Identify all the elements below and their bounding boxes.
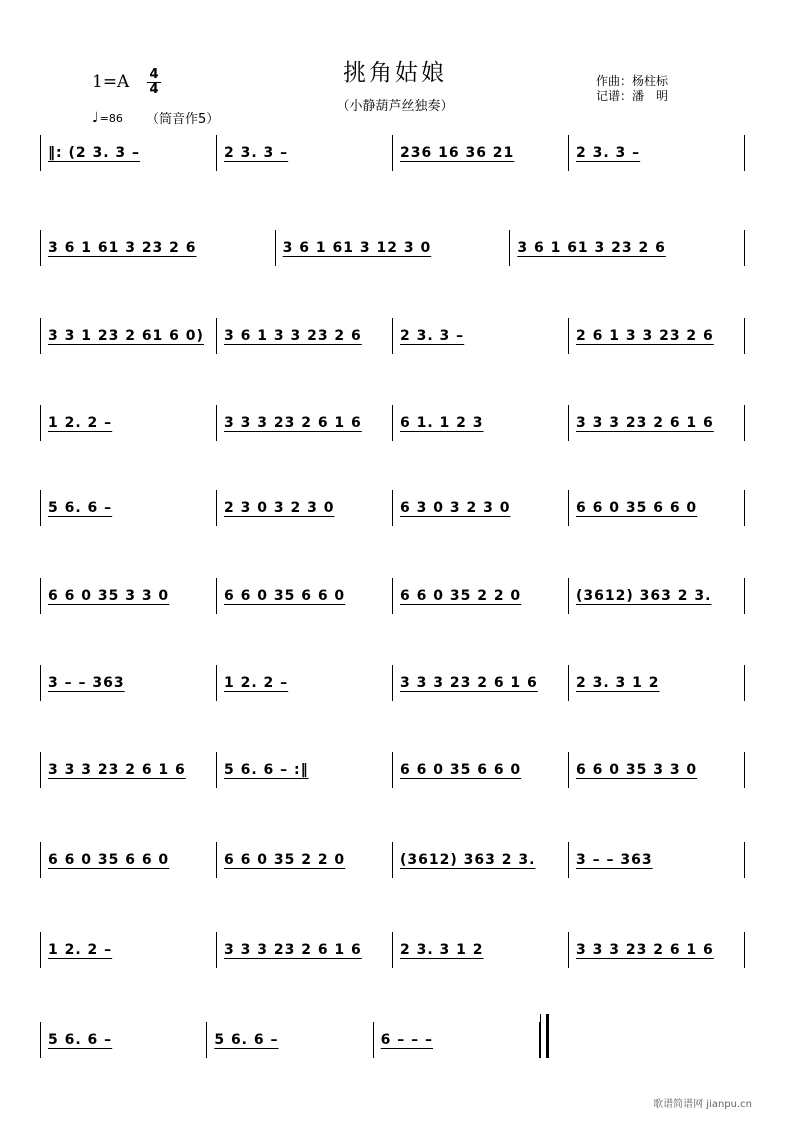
measure — [392, 842, 568, 878]
staff-system — [40, 665, 745, 701]
tempo-value: =86 — [99, 112, 123, 125]
measure-notes: 3 6 1 61 3 23 2 6 — [517, 240, 666, 256]
measure-notes: 5 6. 6 – — [48, 1032, 113, 1048]
measure — [392, 578, 568, 614]
measure-notes: 2 3. 3 1 2 — [576, 675, 660, 691]
measure — [392, 405, 568, 441]
measure-notes: 3 3 3 23 2 6 1 6 — [224, 415, 362, 431]
staff-system — [40, 135, 745, 171]
composer: 作曲：杨柱标 — [596, 74, 669, 88]
measure-notes: 6 6 0 35 3 3 0 — [576, 762, 698, 778]
measure — [392, 752, 568, 788]
measure-notes: 2 3 0 3 2 3 0 — [224, 500, 335, 516]
time-signature-top: 4 — [149, 67, 159, 82]
fingering-note: （筒音作5） — [146, 112, 220, 127]
measure — [40, 318, 216, 354]
transcriber: 记谱：潘 明 — [596, 89, 669, 103]
measure — [568, 490, 745, 526]
measure — [509, 230, 745, 266]
measure-notes: 3 6 1 61 3 12 3 0 — [282, 240, 432, 256]
measure-notes: 6 6 0 35 6 6 0 — [48, 852, 170, 868]
measure-notes: 3 6 1 3 3 23 2 6 — [224, 328, 362, 344]
measure-notes: 1 2. 2 – — [48, 942, 113, 958]
measure — [216, 752, 392, 788]
measure — [392, 490, 568, 526]
measure — [216, 842, 392, 878]
measure-notes: 3 3 3 23 2 6 1 6 — [48, 762, 186, 778]
measure — [392, 665, 568, 701]
measure-notes: 3 – – 363 — [48, 675, 125, 691]
measure — [392, 318, 568, 354]
staff-system — [40, 405, 745, 441]
measure-notes: 3 3 3 23 2 6 1 6 — [400, 675, 538, 691]
measure — [216, 135, 392, 171]
measure-notes: (3612) 363 2 3. — [576, 588, 712, 604]
measure-notes: 5 6. 6 – — [214, 1032, 279, 1048]
staff-system — [40, 1022, 540, 1058]
measure — [568, 752, 745, 788]
measure-notes: 3 3 3 23 2 6 1 6 — [224, 942, 362, 958]
measure-notes: 6 6 0 35 6 6 0 — [576, 500, 698, 516]
measure — [373, 1022, 540, 1058]
measure — [40, 490, 216, 526]
measure-notes: (3612) 363 2 3. — [400, 852, 536, 868]
measure — [568, 842, 745, 878]
measure-notes: 6 6 0 35 6 6 0 — [400, 762, 522, 778]
measure — [568, 665, 745, 701]
quarter-note-icon: ♩ — [92, 110, 99, 126]
measure — [216, 405, 392, 441]
measure-notes: 6 6 0 35 2 2 0 — [400, 588, 522, 604]
measure — [568, 135, 745, 171]
measure — [392, 135, 568, 171]
measure — [216, 318, 392, 354]
staff-system — [40, 490, 745, 526]
measure-notes: 3 3 1 23 2 61 6 0) — [48, 328, 204, 344]
staff-system — [40, 578, 745, 614]
measure-notes: 236 16 36 21 — [400, 145, 515, 161]
measure — [216, 490, 392, 526]
final-barline — [540, 1014, 549, 1058]
measure — [275, 230, 510, 266]
measure — [568, 578, 745, 614]
measure — [40, 1022, 206, 1058]
measure-notes: 3 3 3 23 2 6 1 6 — [576, 942, 714, 958]
measure-notes: 6 6 0 35 2 2 0 — [224, 852, 346, 868]
measure-notes: 1 2. 2 – — [224, 675, 289, 691]
measure-notes: 2 3. 3 – — [576, 145, 641, 161]
measure — [40, 578, 216, 614]
measure — [568, 932, 745, 968]
measure — [40, 135, 216, 171]
subtitle: （小静葫芦丝独奏） — [336, 99, 454, 114]
measure-notes: 1 2. 2 – — [48, 415, 113, 431]
measure-notes: 5 6. 6 – :‖ — [224, 762, 309, 778]
credits — [596, 74, 668, 104]
measure — [206, 1022, 372, 1058]
measure — [568, 405, 745, 441]
tempo-marking — [92, 110, 123, 126]
measure-notes: 2 3. 3 1 2 — [400, 942, 484, 958]
staff-system — [40, 842, 745, 878]
staff-system — [40, 230, 745, 266]
measure — [568, 318, 745, 354]
measure-notes: 6 – – – — [380, 1032, 434, 1048]
measure — [392, 932, 568, 968]
key-signature: 1=A — [92, 72, 130, 92]
measure — [40, 405, 216, 441]
measure-notes: 3 6 1 61 3 23 2 6 — [48, 240, 197, 256]
measure-notes: 6 6 0 35 6 6 0 — [224, 588, 346, 604]
measure — [216, 665, 392, 701]
measure-notes: 6 1. 1 2 3 — [400, 415, 484, 431]
measure-notes: 3 3 3 23 2 6 1 6 — [576, 415, 714, 431]
measure — [40, 230, 275, 266]
measure — [40, 842, 216, 878]
page-title: 挑角姑娘 — [343, 60, 447, 86]
measure-notes: 2 3. 3 – — [224, 145, 289, 161]
measure-notes: 5 6. 6 – — [48, 500, 113, 516]
measure-notes: 6 6 0 35 3 3 0 — [48, 588, 170, 604]
staff-system — [40, 318, 745, 354]
measure — [40, 932, 216, 968]
measure-notes: 3 – – 363 — [576, 852, 653, 868]
staff-system — [40, 752, 745, 788]
time-signature-bottom: 4 — [147, 82, 161, 97]
time-signature — [147, 68, 161, 97]
measure-notes: 2 6 1 3 3 23 2 6 — [576, 328, 714, 344]
measure-notes: 2 3. 3 – — [400, 328, 465, 344]
measure — [216, 578, 392, 614]
measure — [216, 932, 392, 968]
measure-notes: 6 3 0 3 2 3 0 — [400, 500, 511, 516]
staff-system — [40, 932, 745, 968]
measure — [40, 752, 216, 788]
measure-notes: ‖: (2 3. 3 – — [48, 145, 141, 161]
watermark: 歌谱简谱网 jianpu.cn — [653, 1099, 752, 1110]
measure — [40, 665, 216, 701]
